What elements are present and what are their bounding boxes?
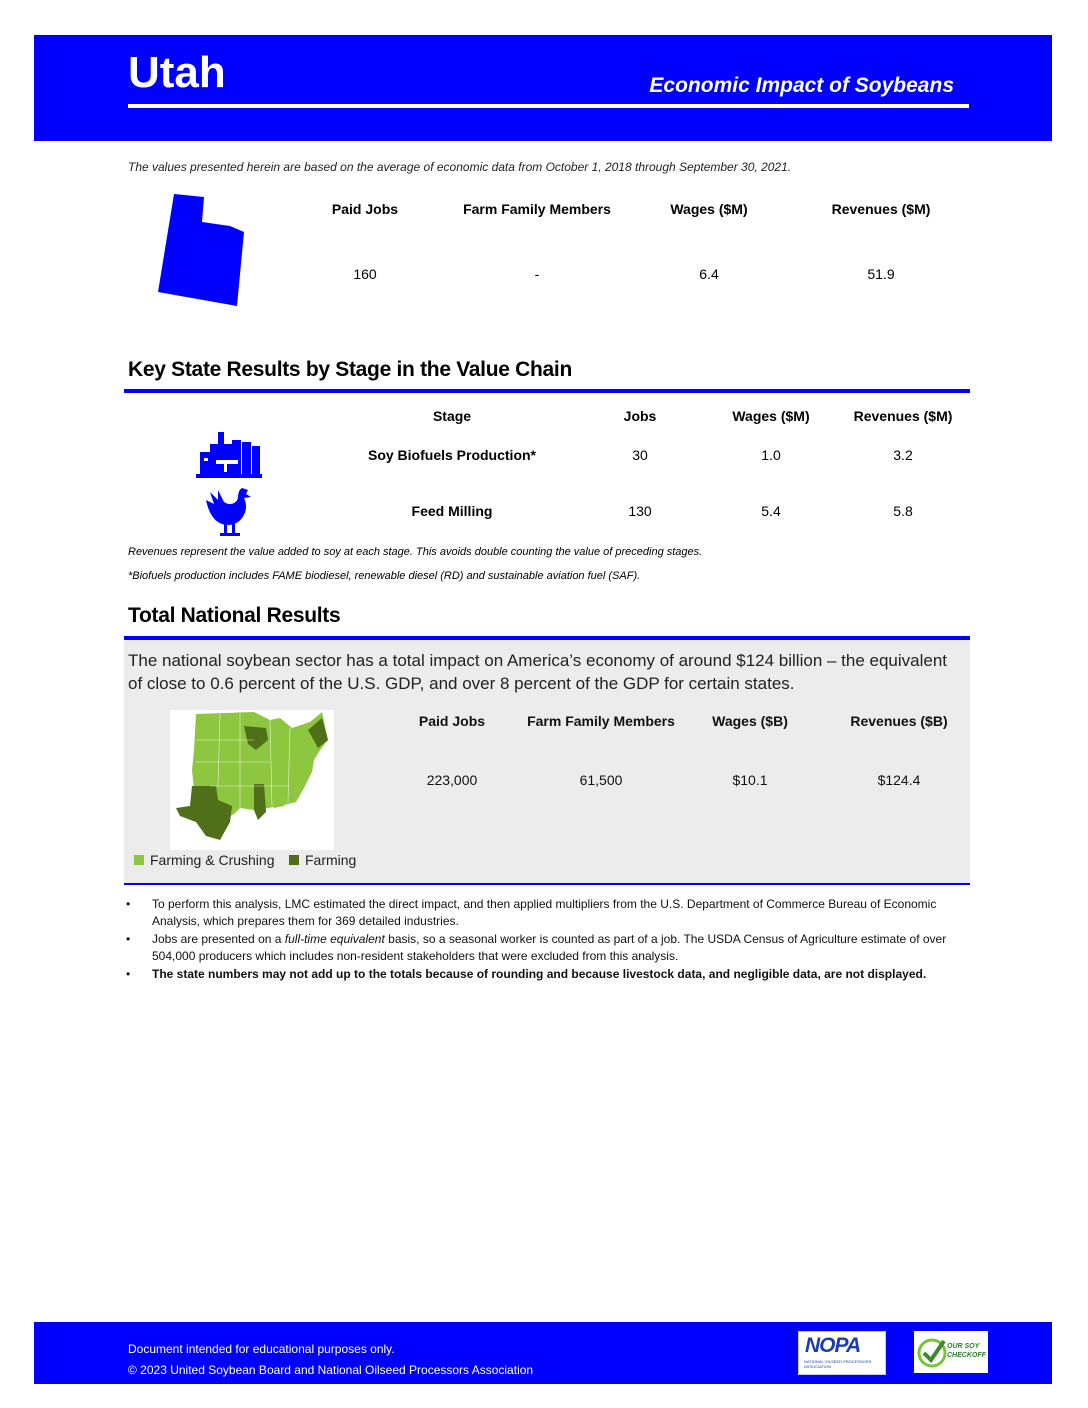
value-chain-title: Key State Results by Stage in the Value Chain	[128, 358, 572, 381]
header-rule	[128, 104, 969, 108]
wages-header: Wages ($M)	[670, 201, 748, 217]
nat-wages-value: $10.1	[732, 772, 768, 788]
nat-farm-family-header: Farm Family Members	[527, 713, 675, 729]
revenue-footnote: Revenues represent the value added to soy at each stage. This avoids double counting the value of preceding stages.	[128, 546, 703, 558]
bullet-text: The state numbers may not add up to the totals because of rounding and because livestock data, and negligible data, are not displayed.	[152, 967, 927, 981]
vc-wages-header: Wages ($M)	[732, 408, 810, 424]
legend-label: Farming & Crushing	[150, 852, 275, 868]
bullet-text: To perform this analysis, LMC estimated the direct impact, and then applied multipliers from the U.S. Department of Commerce Bureau of Economic Analysis, which prepares them for 369 detailed industries.	[152, 897, 937, 928]
bullet-item	[124, 896, 974, 930]
biofuel-plant-icon	[196, 430, 262, 480]
report-subtitle: Economic Impact of Soybeans	[649, 74, 954, 97]
page-header	[34, 35, 1052, 141]
legend-label: Farming	[305, 852, 357, 868]
legend-swatch-light-green	[134, 855, 144, 865]
legend-farming-crushing	[134, 852, 275, 868]
vc-row-wages: 5.4	[761, 503, 781, 519]
vc-revenues-header: Revenues ($M)	[853, 408, 953, 424]
chicken-icon	[204, 486, 254, 538]
nat-paid-jobs-header: Paid Jobs	[418, 713, 486, 729]
vc-row-revenues: 3.2	[893, 447, 913, 463]
wages-value: 6.4	[699, 266, 719, 282]
page-footer	[34, 1322, 1052, 1384]
paid-jobs-value: 160	[353, 266, 377, 282]
legend-swatch-dark-green	[289, 855, 299, 865]
footer-disclaimer: Document intended for educational purposes only.	[128, 1342, 395, 1356]
vc-row-jobs: 130	[628, 503, 652, 519]
nat-farm-family-value: 61,500	[579, 772, 623, 788]
footer-copyright: © 2023 United Soybean Board and National Oilseed Processors Association	[128, 1363, 534, 1377]
nat-revenues-value: $124.4	[877, 772, 921, 788]
value-chain-rule	[124, 389, 970, 393]
national-title: Total National Results	[128, 604, 341, 627]
revenues-header: Revenues ($M)	[831, 201, 931, 217]
nat-revenues-header: Revenues ($B)	[850, 713, 948, 729]
bullet-text: Jobs are presented on a full-time equivalent basis, so a seasonal worker is counted as part of a job. The USDA Census of Agriculture estimate of over 504,000 producers which includes non-resident stakeholders that were excluded from this analysis.	[152, 932, 947, 963]
nat-paid-jobs-value: 223,000	[426, 772, 478, 788]
methodology-notes	[124, 896, 974, 984]
bullet-item	[124, 966, 974, 983]
utah-map-icon	[156, 192, 252, 310]
soy-checkoff-logo: OUR SOY CHECKOFF	[914, 1331, 988, 1373]
national-summary-text: The national soybean sector has a total impact on America’s economy of around $124 billion – the equivalent of close to 0.6 percent of the U.S. GDP, and over 8 percent of the GDP for certain states.	[128, 651, 948, 693]
paid-jobs-header: Paid Jobs	[331, 201, 399, 217]
vc-jobs-header: Jobs	[623, 408, 657, 424]
data-period-note: The values presented herein are based on the average of economic data from October 1, 2018 through September 30, 2021.	[128, 160, 792, 174]
vc-row-revenues: 5.8	[893, 503, 913, 519]
vc-row-stage: Soy Biofuels Production*	[367, 447, 536, 463]
us-soybean-states-map	[170, 710, 334, 850]
bullet-dot: •	[126, 932, 131, 946]
revenues-value: 51.9	[867, 266, 895, 282]
bullet-dot: •	[126, 897, 131, 911]
nat-wages-header: Wages ($B)	[712, 713, 788, 729]
bullet-item	[124, 931, 974, 965]
vc-stage-header: Stage	[432, 408, 472, 424]
farm-family-value: -	[534, 266, 540, 282]
vc-row-stage: Feed Milling	[411, 503, 493, 519]
state-name: Utah	[128, 48, 226, 97]
nopa-logo: NOPA NATIONAL OILSEED PROCESSORS ASSOCIATION	[798, 1331, 886, 1375]
vc-row-jobs: 30	[632, 447, 648, 463]
farm-family-header: Farm Family Members	[463, 201, 611, 217]
national-panel-bottom-rule	[124, 883, 970, 885]
biofuel-footnote: *Biofuels production includes FAME biodiesel, renewable diesel (RD) and sustainable aviation fuel (SAF).	[128, 570, 641, 582]
bullet-dot: •	[126, 967, 131, 981]
legend-farming	[289, 852, 356, 868]
vc-row-wages: 1.0	[761, 447, 781, 463]
